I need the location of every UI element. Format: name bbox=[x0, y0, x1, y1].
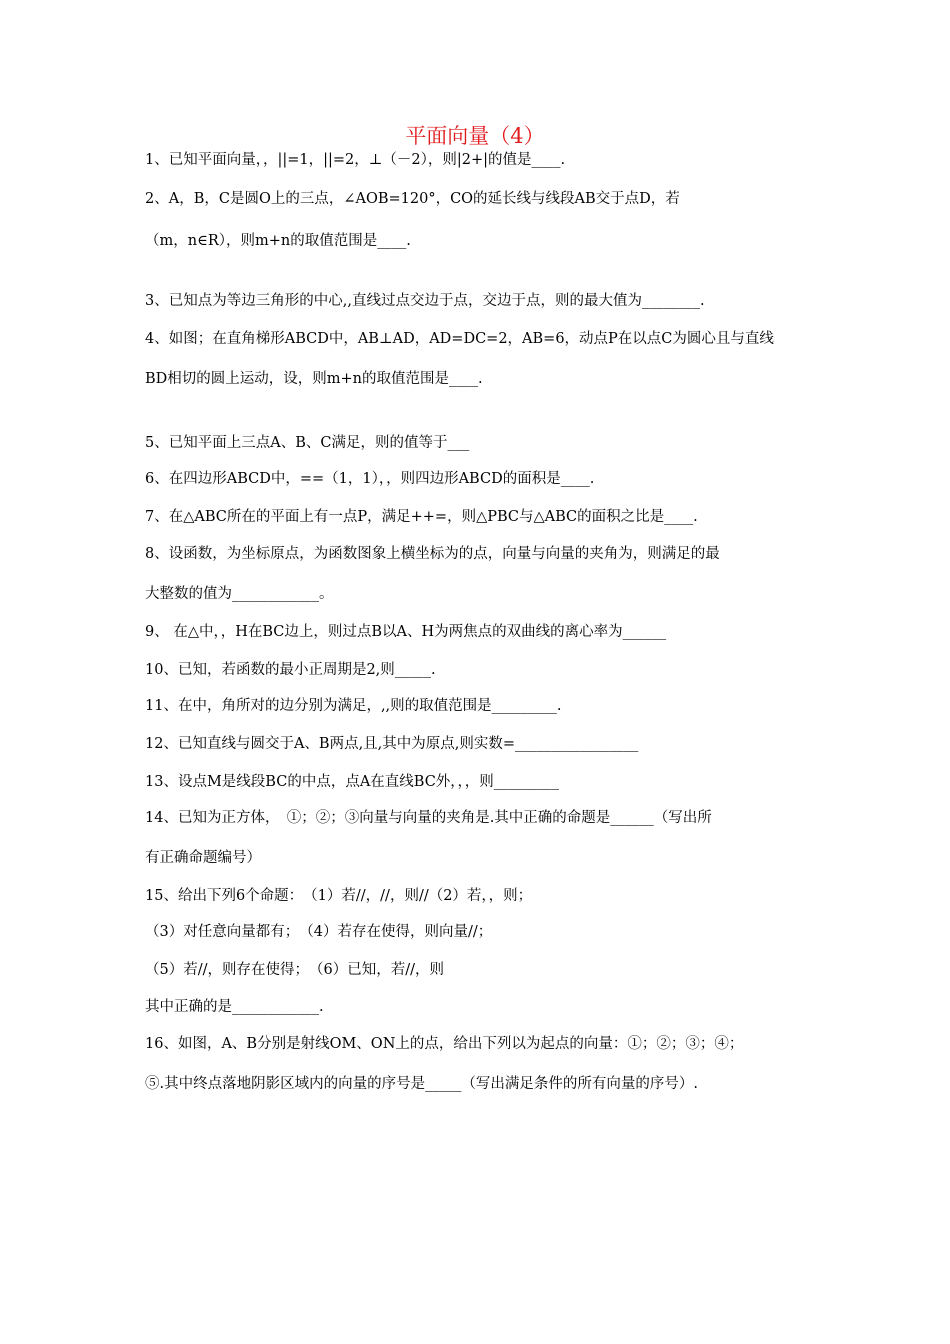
question-8-line-2: 大整数的值为____________。 bbox=[145, 586, 334, 602]
page-title: 平面向量（4） bbox=[405, 124, 545, 148]
question-3-line: 3、已知点为等边三角形的中心,,直线过点交边于点，交边于点，则的最大值为________. bbox=[145, 293, 705, 309]
question-11-line: 11、在中，角所对的边分别为满足，,,则的取值范围是_________. bbox=[145, 698, 562, 714]
question-13-line: 13、设点M是线段BC的中点，点A在直线BC外，，，则_________ bbox=[145, 774, 560, 790]
question-6-line: 6、在四边形ABCD中，==（1，1），，则四边形ABCD的面积是____. bbox=[145, 471, 595, 487]
question-12-line: 12、已知直线与圆交于A、B两点,且,其中为原点,则实数=_________________ bbox=[145, 736, 639, 752]
question-4-line-2: BD相切的圆上运动，设，则m+n的取值范围是____. bbox=[145, 371, 483, 387]
question-2-line-1: 2、A，B，C是圆O上的三点，∠AOB=120°，CO的延长线与线段AB交于点D，若 bbox=[145, 191, 680, 207]
question-5-line: 5、已知平面上三点A、B、C满足，则的值等于___ bbox=[145, 435, 470, 451]
question-4-line-1: 4、如图；在直角梯形ABCD中，AB⊥AD，AD=DC=2，AB=6，动点P在以点C为圆心且与直线 bbox=[145, 331, 774, 347]
question-15-line-2: （3）对任意向量都有； （4）若存在使得，则向量//； bbox=[145, 924, 493, 940]
question-14-line-2: 有正确命题编号） bbox=[145, 850, 261, 866]
question-15-line-3: （5）若//，则存在使得； （6）已知，若//，则 bbox=[145, 962, 444, 978]
question-2-line-2: （m，n∈R），则m+n的取值范围是____. bbox=[145, 233, 411, 249]
question-8-line-1: 8、设函数，为坐标原点，为函数图象上横坐标为的点，向量与向量的夹角为，则满足的最 bbox=[145, 546, 720, 562]
question-10-line: 10、已知，若函数的最小正周期是2,则_____. bbox=[145, 662, 436, 678]
question-16-line-2: ⑤.其中终点落地阴影区域内的向量的序号是_____（写出满足条件的所有向量的序号）. bbox=[145, 1076, 698, 1092]
question-1-line: 1、已知平面向量，，||=1，||=2，⊥（－2），则|2+|的值是____. bbox=[145, 152, 566, 168]
question-7-line: 7、在△ABC所在的平面上有一点P，满足++=，则△PBC与△ABC的面积之比是____. bbox=[145, 509, 698, 525]
question-9-line: 9、 在△中，，H在BC边上，则过点B以A、H为两焦点的双曲线的离心率为______ bbox=[145, 624, 667, 640]
question-15-line-1: 15、给出下列6个命题： （1）若//，//，则//（2）若，，则； bbox=[145, 888, 533, 904]
question-14-line-1: 14、已知为正方体， ①；②；③向量与向量的夹角是.其中正确的命题是______（写出所 bbox=[145, 810, 712, 826]
question-15-line-4: 其中正确的是____________. bbox=[145, 999, 324, 1015]
question-16-line-1: 16、如图，A、B分别是射线OM、ON上的点，给出下列以为起点的向量：①；②；③；④； bbox=[145, 1036, 744, 1052]
